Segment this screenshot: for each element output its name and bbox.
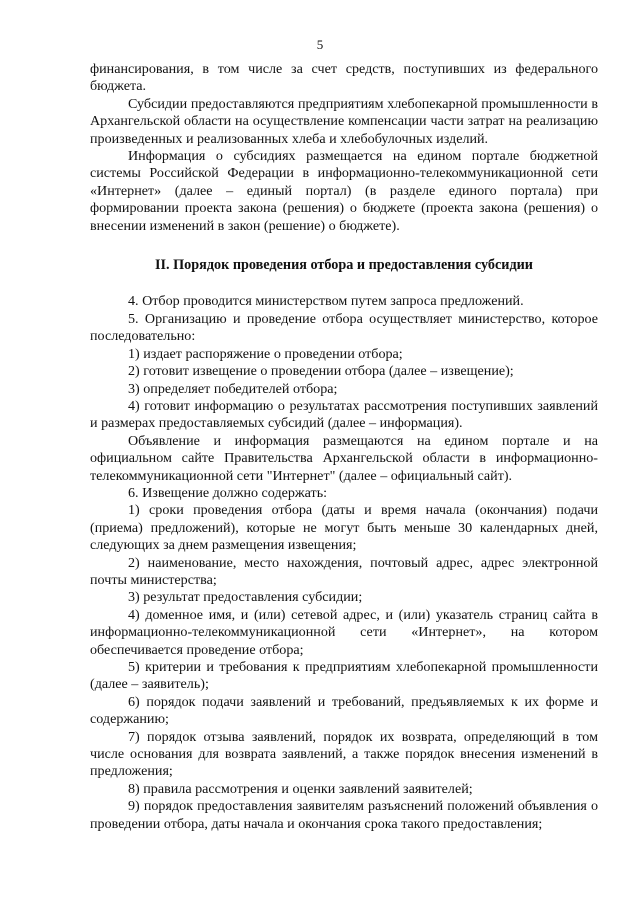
- paragraph: 6. Извещение должно содержать:: [128, 484, 328, 501]
- section-heading: II. Порядок проведения отбора и предоставления субсидии: [155, 257, 533, 274]
- list-item: 2) наименование, место нахождения, почтовый адрес, адрес электронной почты министерства;: [90, 554, 598, 588]
- list-item: 4) доменное имя, и (или) сетевой адрес, и (или) указатель страниц сайта в информационно-телекоммуникационной сети «Интернет», на котором обеспечивается проведение отбора;: [90, 606, 598, 658]
- paragraph: 4. Отбор проводится министерством путем запроса предложений.: [128, 293, 524, 310]
- list-item: 3) результат предоставления субсидии;: [128, 589, 363, 606]
- list-item: 1) сроки проведения отбора (даты и время начала (окончания) подачи (приема) предложений), которые не могут быть меньше 30 календарных дней, следующих за днем размещения извещения;: [90, 502, 598, 554]
- paragraph: Объявление и информация размещаются на едином портале и на официальном сайте Правительства Архангельской области в информационно-телекоммуникационной сети "Интернет" (далее – официальный сайт).: [90, 432, 598, 484]
- list-item: 7) порядок отзыва заявлений, порядок их возврата, определяющий в том числе основания для возврата заявлений, а также порядок внесения изменений в предложения;: [90, 728, 598, 780]
- list-item: 4) готовит информацию о результатах рассмотрения поступивших заявлений и размерах предоставляемых субсидий (далее – информация).: [90, 397, 598, 432]
- paragraph: 5. Организацию и проведение отбора осуществляет министерство, которое последовательно:: [90, 310, 598, 345]
- list-item: 3) определяет победителей отбора;: [128, 380, 338, 397]
- list-item: 6) порядок подачи заявлений и требований, предъявляемых к их форме и содержанию;: [90, 693, 598, 728]
- list-item: 8) правила рассмотрения и оценки заявлений заявителей;: [128, 780, 473, 797]
- page-number: 5: [316, 37, 324, 52]
- list-item: 5) критерии и требования к предприятиям хлебопекарной промышленности (далее – заявитель);: [90, 659, 598, 693]
- paragraph: финансирования, в том числе за счет средств, поступивших из федерального бюджета.: [90, 61, 598, 95]
- paragraph: Субсидии предоставляются предприятиям хлебопекарной промышленности в Архангельской области на осуществление компенсации части затрат на реализацию произведенных и реализованных хлеба и хлебобулочных изделий.: [90, 95, 598, 147]
- list-item: 9) порядок предоставления заявителям разъяснений положений объявления о проведении отбора, даты начала и окончания срока такого предоставления;: [90, 798, 598, 832]
- list-item: 2) готовит извещение о проведении отбора (далее – извещение);: [128, 363, 514, 380]
- list-item: 1) издает распоряжение о проведении отбора;: [128, 345, 403, 362]
- document-body: [90, 61, 598, 833]
- paragraph: Информация о субсидиях размещается на едином портале бюджетной системы Российской Федерации в информационно-телекоммуникационной сети «Интернет» (далее – единый портал) (в разделе единого портала) при формировании проекта закона (решения) о бюджете (проекта закона (решения) о внесении изменений в закон (решение) о бюджете).: [90, 148, 598, 234]
